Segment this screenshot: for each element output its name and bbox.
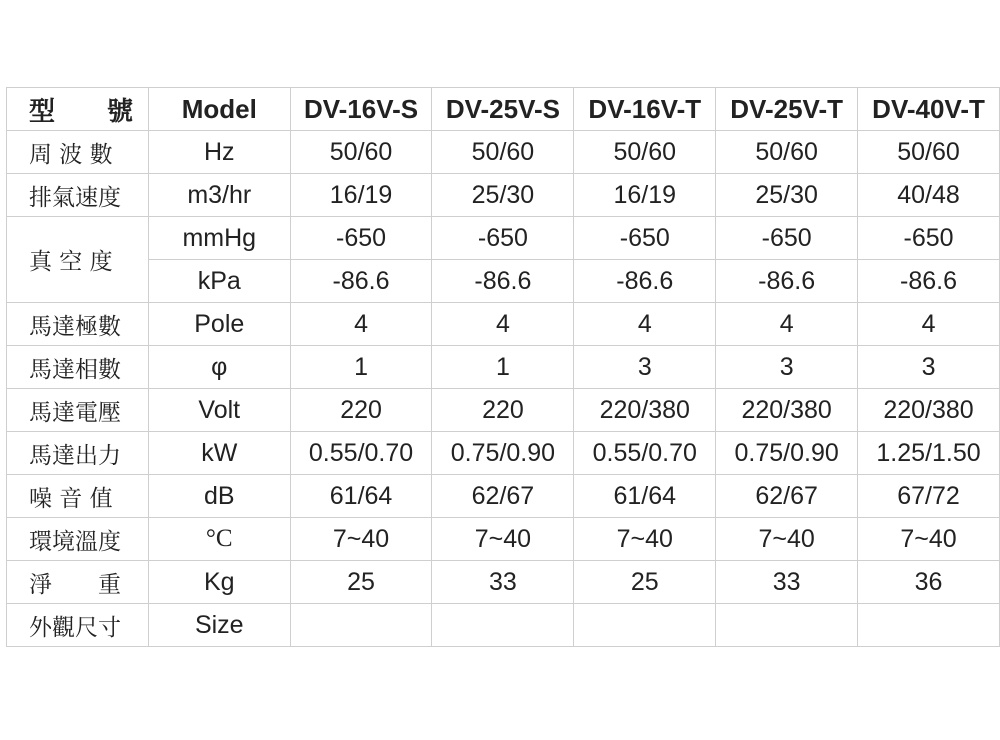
value-cell: 61/64 bbox=[574, 475, 716, 518]
value-cell: -86.6 bbox=[716, 260, 858, 303]
value-cell: 50/60 bbox=[290, 131, 432, 174]
value-cell: 50/60 bbox=[574, 131, 716, 174]
value-cell: 16/19 bbox=[574, 174, 716, 217]
row-label: 馬達出力 bbox=[7, 432, 149, 475]
row-unit: m3/hr bbox=[148, 174, 290, 217]
table-row bbox=[7, 561, 1000, 604]
value-cell: 3 bbox=[574, 346, 716, 389]
row-unit: kPa bbox=[148, 260, 290, 303]
model-header: DV-16V-S bbox=[290, 88, 432, 131]
value-cell: 61/64 bbox=[290, 475, 432, 518]
value-cell bbox=[432, 604, 574, 647]
row-unit: φ bbox=[148, 346, 290, 389]
value-cell: -650 bbox=[574, 217, 716, 260]
model-header: DV-25V-S bbox=[432, 88, 574, 131]
value-cell: 25/30 bbox=[716, 174, 858, 217]
value-cell: 0.55/0.70 bbox=[290, 432, 432, 475]
row-unit: Volt bbox=[148, 389, 290, 432]
value-cell: 36 bbox=[858, 561, 1000, 604]
table-row bbox=[7, 518, 1000, 561]
value-cell: 16/19 bbox=[290, 174, 432, 217]
value-cell: 7~40 bbox=[290, 518, 432, 561]
value-cell bbox=[858, 604, 1000, 647]
table-row bbox=[7, 389, 1000, 432]
value-cell: 3 bbox=[858, 346, 1000, 389]
header-label: 型 號 bbox=[7, 88, 149, 131]
value-cell: 25/30 bbox=[432, 174, 574, 217]
spec-table bbox=[6, 87, 1000, 647]
model-header: DV-25V-T bbox=[716, 88, 858, 131]
value-cell: 4 bbox=[574, 303, 716, 346]
value-cell: 220 bbox=[432, 389, 574, 432]
row-label: 環境溫度 bbox=[7, 518, 149, 561]
value-cell: 0.75/0.90 bbox=[716, 432, 858, 475]
value-cell: 25 bbox=[574, 561, 716, 604]
value-cell: 0.55/0.70 bbox=[574, 432, 716, 475]
row-unit: Hz bbox=[148, 131, 290, 174]
table-row bbox=[7, 217, 1000, 260]
value-cell: 7~40 bbox=[858, 518, 1000, 561]
value-cell: 1 bbox=[290, 346, 432, 389]
row-unit: dB bbox=[148, 475, 290, 518]
value-cell: 67/72 bbox=[858, 475, 1000, 518]
value-cell: 0.75/0.90 bbox=[432, 432, 574, 475]
row-label: 周 波 數 bbox=[7, 131, 149, 174]
row-label: 排氣速度 bbox=[7, 174, 149, 217]
model-header: DV-16V-T bbox=[574, 88, 716, 131]
value-cell: -86.6 bbox=[574, 260, 716, 303]
value-cell: 220/380 bbox=[858, 389, 1000, 432]
row-label: 馬達極數 bbox=[7, 303, 149, 346]
value-cell: -86.6 bbox=[858, 260, 1000, 303]
value-cell: 220 bbox=[290, 389, 432, 432]
row-unit: Size bbox=[148, 604, 290, 647]
value-cell: 4 bbox=[432, 303, 574, 346]
header-unit: Model bbox=[148, 88, 290, 131]
value-cell: -650 bbox=[290, 217, 432, 260]
value-cell: -86.6 bbox=[290, 260, 432, 303]
value-cell: -650 bbox=[716, 217, 858, 260]
row-label: 真 空 度 bbox=[7, 217, 149, 303]
row-label: 外觀尺寸 bbox=[7, 604, 149, 647]
table-row bbox=[7, 475, 1000, 518]
value-cell: 220/380 bbox=[716, 389, 858, 432]
value-cell: 4 bbox=[716, 303, 858, 346]
value-cell: 62/67 bbox=[432, 475, 574, 518]
table-row bbox=[7, 346, 1000, 389]
value-cell: 33 bbox=[432, 561, 574, 604]
value-cell: 1 bbox=[432, 346, 574, 389]
row-unit: Pole bbox=[148, 303, 290, 346]
row-unit: Kg bbox=[148, 561, 290, 604]
value-cell: -650 bbox=[432, 217, 574, 260]
value-cell: 4 bbox=[858, 303, 1000, 346]
value-cell: 33 bbox=[716, 561, 858, 604]
table-row bbox=[7, 131, 1000, 174]
table-row bbox=[7, 604, 1000, 647]
row-unit: °C bbox=[148, 518, 290, 561]
header-row bbox=[7, 88, 1000, 131]
row-label: 淨 重 bbox=[7, 561, 149, 604]
value-cell: 25 bbox=[290, 561, 432, 604]
value-cell: -650 bbox=[858, 217, 1000, 260]
value-cell: 4 bbox=[290, 303, 432, 346]
table-row bbox=[7, 432, 1000, 475]
table-row bbox=[7, 260, 1000, 303]
row-label: 噪 音 值 bbox=[7, 475, 149, 518]
table-row bbox=[7, 303, 1000, 346]
value-cell: 50/60 bbox=[858, 131, 1000, 174]
value-cell: 220/380 bbox=[574, 389, 716, 432]
value-cell: 3 bbox=[716, 346, 858, 389]
table-row bbox=[7, 174, 1000, 217]
row-unit: kW bbox=[148, 432, 290, 475]
row-label: 馬達電壓 bbox=[7, 389, 149, 432]
value-cell: 62/67 bbox=[716, 475, 858, 518]
value-cell bbox=[716, 604, 858, 647]
value-cell: 50/60 bbox=[432, 131, 574, 174]
model-header: DV-40V-T bbox=[858, 88, 1000, 131]
value-cell bbox=[574, 604, 716, 647]
value-cell: 40/48 bbox=[858, 174, 1000, 217]
value-cell: -86.6 bbox=[432, 260, 574, 303]
row-unit: mmHg bbox=[148, 217, 290, 260]
value-cell: 7~40 bbox=[574, 518, 716, 561]
value-cell: 50/60 bbox=[716, 131, 858, 174]
value-cell: 1.25/1.50 bbox=[858, 432, 1000, 475]
value-cell: 7~40 bbox=[432, 518, 574, 561]
value-cell bbox=[290, 604, 432, 647]
value-cell: 7~40 bbox=[716, 518, 858, 561]
row-label: 馬達相數 bbox=[7, 346, 149, 389]
